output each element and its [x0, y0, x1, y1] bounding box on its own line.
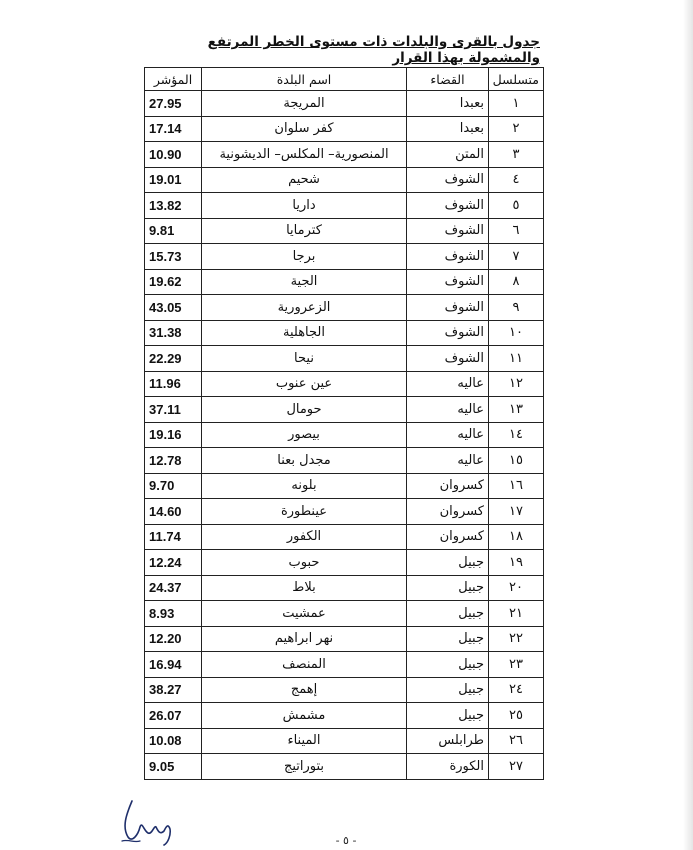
cell-index: 10.08: [145, 728, 202, 754]
cell-town: بتوراتيج: [202, 754, 407, 780]
cell-district: طرابلس: [407, 728, 489, 754]
cell-index: 15.73: [145, 244, 202, 270]
table-row: [145, 295, 544, 321]
cell-district: الشوف: [407, 193, 489, 219]
table-header-row: [145, 68, 544, 91]
cell-town: كترمايا: [202, 218, 407, 244]
cell-index: 12.24: [145, 550, 202, 576]
cell-district: جبيل: [407, 626, 489, 652]
cell-index: 10.90: [145, 142, 202, 168]
cell-index: 14.60: [145, 499, 202, 525]
cell-town: داريا: [202, 193, 407, 219]
table-row: [145, 116, 544, 142]
risk-table: [144, 67, 544, 780]
table-row: [145, 677, 544, 703]
table-row: [145, 91, 544, 117]
cell-town: عمشيت: [202, 601, 407, 627]
table-row: [145, 422, 544, 448]
cell-district: الشوف: [407, 167, 489, 193]
cell-town: إهمج: [202, 677, 407, 703]
cell-district: الشوف: [407, 218, 489, 244]
cell-serial: ١٤: [489, 422, 544, 448]
cell-district: جبيل: [407, 575, 489, 601]
cell-serial: ١: [489, 91, 544, 117]
cell-district: كسروان: [407, 524, 489, 550]
cell-district: الشوف: [407, 295, 489, 321]
cell-town: بيصور: [202, 422, 407, 448]
cell-district: الشوف: [407, 346, 489, 372]
cell-town: مشمش: [202, 703, 407, 729]
document-title: جدول بالقرى والبلدات ذات مستوى الخطر المرتفع والمشمولة بهذا القرار: [207, 34, 540, 66]
cell-index: 43.05: [145, 295, 202, 321]
cell-index: 17.14: [145, 116, 202, 142]
cell-district: الشوف: [407, 244, 489, 270]
cell-index: 22.29: [145, 346, 202, 372]
cell-serial: ٢٠: [489, 575, 544, 601]
cell-serial: ٨: [489, 269, 544, 295]
cell-serial: ١١: [489, 346, 544, 372]
cell-town: نهر ابراهيم: [202, 626, 407, 652]
cell-district: المتن: [407, 142, 489, 168]
cell-index: 26.07: [145, 703, 202, 729]
cell-serial: ١٦: [489, 473, 544, 499]
cell-serial: ١٣: [489, 397, 544, 423]
table-row: [145, 142, 544, 168]
table-row: [145, 754, 544, 780]
table-row: [145, 371, 544, 397]
header-serial: متسلسل: [489, 68, 544, 91]
table-row: [145, 269, 544, 295]
cell-index: 19.01: [145, 167, 202, 193]
cell-town: كفر سلوان: [202, 116, 407, 142]
cell-serial: ٢٤: [489, 677, 544, 703]
cell-serial: ٢٧: [489, 754, 544, 780]
table-row: [145, 167, 544, 193]
page-number: - ٥ -: [335, 834, 357, 847]
cell-town: برجا: [202, 244, 407, 270]
table-row: [145, 703, 544, 729]
cell-index: 31.38: [145, 320, 202, 346]
cell-town: بلونه: [202, 473, 407, 499]
cell-district: جبيل: [407, 703, 489, 729]
cell-index: 37.11: [145, 397, 202, 423]
cell-town: الجية: [202, 269, 407, 295]
cell-serial: ١٧: [489, 499, 544, 525]
cell-town: نيحا: [202, 346, 407, 372]
table-row: [145, 652, 544, 678]
table-row: [145, 550, 544, 576]
cell-serial: ٣: [489, 142, 544, 168]
header-district: القضاء: [407, 68, 489, 91]
cell-serial: ٩: [489, 295, 544, 321]
cell-serial: ٧: [489, 244, 544, 270]
cell-district: بعبدا: [407, 116, 489, 142]
cell-index: 19.62: [145, 269, 202, 295]
cell-index: 27.95: [145, 91, 202, 117]
cell-index: 38.27: [145, 677, 202, 703]
cell-town: عينطورة: [202, 499, 407, 525]
cell-town: شحيم: [202, 167, 407, 193]
cell-town: المنصورية– المكلس– الديشونية: [202, 142, 407, 168]
cell-index: 24.37: [145, 575, 202, 601]
cell-district: كسروان: [407, 499, 489, 525]
cell-serial: ٦: [489, 218, 544, 244]
table-row: [145, 193, 544, 219]
table-body: [145, 91, 544, 780]
cell-serial: ٥: [489, 193, 544, 219]
cell-district: عاليه: [407, 448, 489, 474]
table-row: [145, 346, 544, 372]
cell-town: عين عنوب: [202, 371, 407, 397]
cell-town: المنصف: [202, 652, 407, 678]
cell-district: كسروان: [407, 473, 489, 499]
header-town: اسم البلدة: [202, 68, 407, 91]
cell-index: 12.78: [145, 448, 202, 474]
cell-town: الميناء: [202, 728, 407, 754]
cell-district: الكورة: [407, 754, 489, 780]
cell-index: 11.74: [145, 524, 202, 550]
cell-town: الكفور: [202, 524, 407, 550]
table-row: [145, 473, 544, 499]
cell-town: حومال: [202, 397, 407, 423]
cell-index: 9.70: [145, 473, 202, 499]
table-row: [145, 397, 544, 423]
cell-town: الجاهلية: [202, 320, 407, 346]
cell-district: جبيل: [407, 601, 489, 627]
cell-serial: ٤: [489, 167, 544, 193]
table-row: [145, 575, 544, 601]
cell-serial: ٢٢: [489, 626, 544, 652]
cell-district: جبيل: [407, 652, 489, 678]
cell-index: 16.94: [145, 652, 202, 678]
table-row: [145, 218, 544, 244]
cell-serial: ١٢: [489, 371, 544, 397]
cell-district: عاليه: [407, 371, 489, 397]
cell-index: 11.96: [145, 371, 202, 397]
cell-serial: ١٠: [489, 320, 544, 346]
cell-district: بعبدا: [407, 91, 489, 117]
cell-serial: ٢١: [489, 601, 544, 627]
cell-district: عاليه: [407, 397, 489, 423]
table-row: [145, 524, 544, 550]
table-row: [145, 601, 544, 627]
handwritten-signature: [118, 797, 188, 847]
cell-index: 12.20: [145, 626, 202, 652]
cell-index: 8.93: [145, 601, 202, 627]
cell-serial: ٢٦: [489, 728, 544, 754]
cell-district: الشوف: [407, 269, 489, 295]
table-row: [145, 499, 544, 525]
cell-serial: ١٨: [489, 524, 544, 550]
cell-town: بلاط: [202, 575, 407, 601]
cell-serial: ٢: [489, 116, 544, 142]
cell-district: جبيل: [407, 677, 489, 703]
cell-town: الزعرورية: [202, 295, 407, 321]
cell-serial: ٢٥: [489, 703, 544, 729]
cell-serial: ١٩: [489, 550, 544, 576]
table-row: [145, 448, 544, 474]
table-row: [145, 626, 544, 652]
cell-district: جبيل: [407, 550, 489, 576]
cell-index: 19.16: [145, 422, 202, 448]
table-row: [145, 244, 544, 270]
cell-district: الشوف: [407, 320, 489, 346]
cell-town: مجدل بعنا: [202, 448, 407, 474]
cell-index: 13.82: [145, 193, 202, 219]
cell-serial: ٢٣: [489, 652, 544, 678]
cell-serial: ١٥: [489, 448, 544, 474]
header-index: المؤشر: [145, 68, 202, 91]
table-row: [145, 320, 544, 346]
cell-town: حبوب: [202, 550, 407, 576]
table-row: [145, 728, 544, 754]
cell-index: 9.81: [145, 218, 202, 244]
page-edge-shadow: [683, 0, 693, 850]
cell-town: المريجة: [202, 91, 407, 117]
cell-district: عاليه: [407, 422, 489, 448]
cell-index: 9.05: [145, 754, 202, 780]
